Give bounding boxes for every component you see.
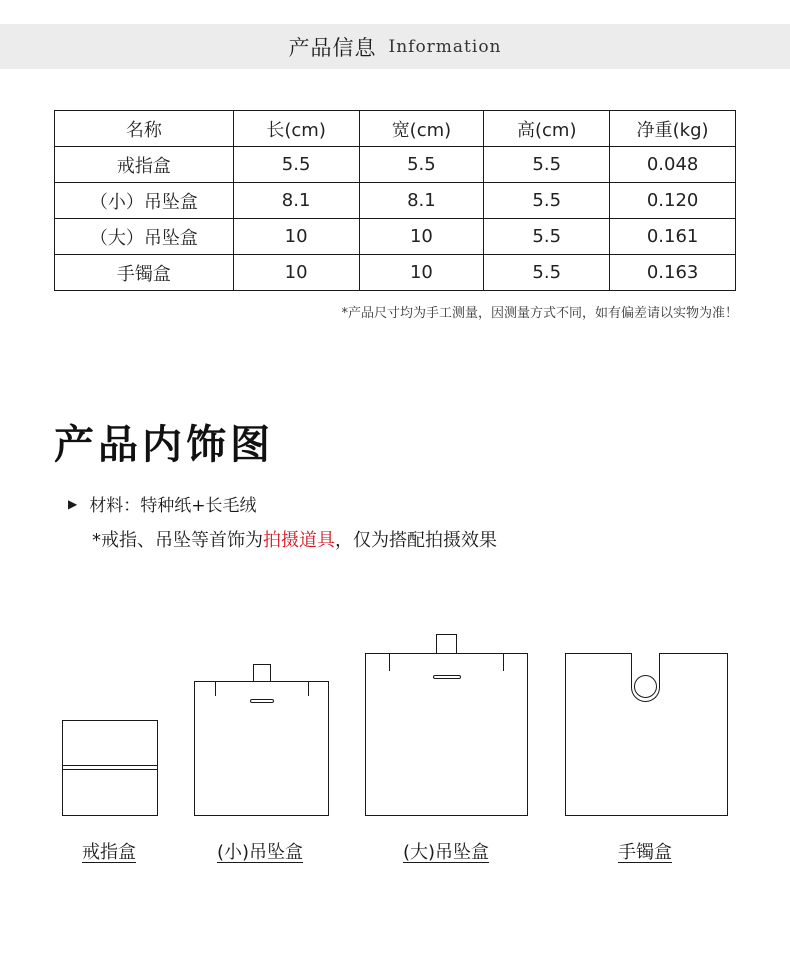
prop-highlight: 拍摄道具 (263, 530, 335, 551)
cell-name: 手镯盒 (55, 255, 234, 291)
ring-box-outline (62, 720, 158, 816)
cell-name: 戒指盒 (55, 147, 234, 183)
header-name: 名称 (55, 111, 234, 147)
prop-suffix: ，仅为搭配拍摄效果 (335, 530, 497, 551)
small-pendant-slot (250, 699, 274, 703)
measurement-note: *产品尺寸均为手工测量，因测量方式不同，如有偏差请以实物为准！ (341, 306, 738, 321)
material-text: 材料：特种纸+长毛绒 (89, 496, 257, 516)
material-line (68, 491, 256, 516)
banner-title-en: Information (388, 36, 502, 57)
large-pendant-tab (436, 634, 457, 654)
header-banner (0, 24, 790, 69)
cell-weight: 0.120 (610, 183, 736, 219)
cell-weight: 0.163 (610, 255, 736, 291)
large-pendant-box-label: (大)吊坠盒 (403, 842, 490, 863)
large-pendant-insert-line (503, 654, 504, 671)
section-title: 产品内饰图 (54, 422, 274, 468)
table-row (55, 255, 736, 291)
triangle-bullet-icon: ▶ (68, 496, 78, 511)
spec-table (54, 110, 736, 291)
prop-note (92, 526, 497, 552)
banner-title-cn: 产品信息 (288, 35, 377, 60)
large-pendant-slot (433, 675, 461, 679)
table-row (55, 219, 736, 255)
cell-width: 10 (359, 219, 484, 255)
table-row (55, 183, 736, 219)
cell-length: 10 (233, 255, 359, 291)
ring-box-label: 戒指盒 (82, 842, 136, 863)
ring-box-lid-line (62, 769, 158, 770)
header-length: 长(cm) (233, 111, 359, 147)
cell-width: 10 (359, 255, 484, 291)
cell-height: 5.5 (484, 219, 610, 255)
cell-height: 5.5 (484, 255, 610, 291)
cell-weight: 0.161 (610, 219, 736, 255)
small-pendant-insert-line (308, 682, 309, 696)
prop-prefix: *戒指、吊坠等首饰为 (92, 530, 263, 551)
cell-length: 5.5 (233, 147, 359, 183)
header-weight: 净重(kg) (610, 111, 736, 147)
table-row (55, 147, 736, 183)
bracelet-box-label: 手镯盒 (618, 842, 672, 863)
cell-name: （小）吊坠盒 (55, 183, 234, 219)
ring-box-lid-line (62, 765, 158, 766)
small-pendant-box-label: (小)吊坠盒 (217, 842, 304, 863)
bracelet-clasp-button-icon (634, 675, 657, 698)
cell-length: 8.1 (233, 183, 359, 219)
cell-name: （大）吊坠盒 (55, 219, 234, 255)
header-height: 高(cm) (484, 111, 610, 147)
cell-height: 5.5 (484, 147, 610, 183)
cell-height: 5.5 (484, 183, 610, 219)
small-pendant-insert-line (215, 682, 216, 696)
table-header-row (55, 111, 736, 147)
cell-length: 10 (233, 219, 359, 255)
large-pendant-insert-line (389, 654, 390, 671)
cell-width: 5.5 (359, 147, 484, 183)
cell-weight: 0.048 (610, 147, 736, 183)
cell-width: 8.1 (359, 183, 484, 219)
header-width: 宽(cm) (359, 111, 484, 147)
